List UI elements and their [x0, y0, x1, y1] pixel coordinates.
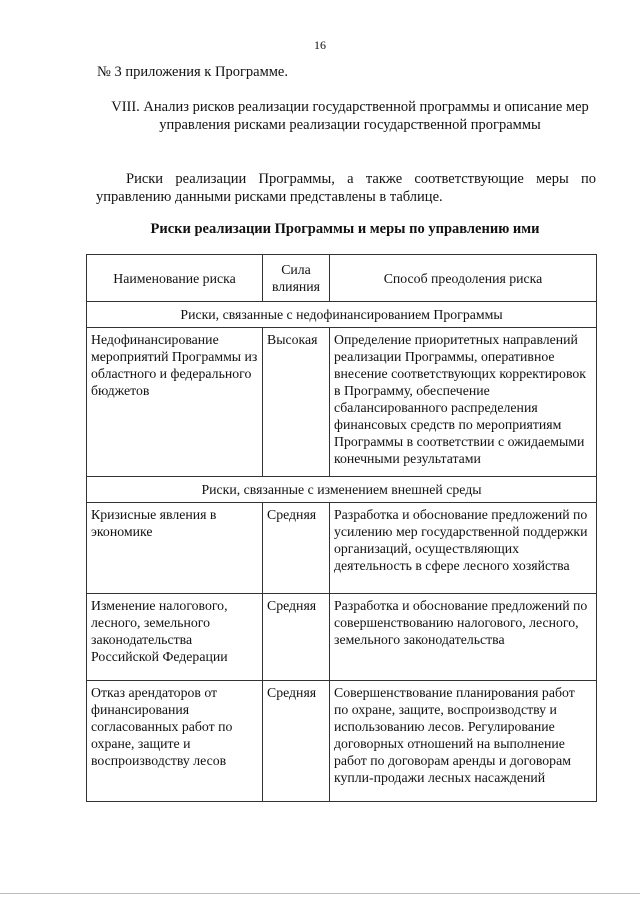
mitigation-method-cell: Разработка и обоснование предложений по усилению мер государственной поддержки организаций, осуществляющих деятельность в сфере лесного хозяйства — [330, 503, 597, 594]
impact-level-cell: Средняя — [263, 503, 330, 594]
header-impact-level: Сила влияния — [263, 255, 330, 302]
page-number: 16 — [314, 38, 326, 52]
section-heading: VIII. Анализ рисков реализации государственной программы и описание мер управления рисками реализации государственной программы — [111, 99, 589, 133]
table-row — [87, 594, 597, 681]
mitigation-method-cell: Разработка и обоснование предложений по совершенствованию налогового, лесного, земельного законодательства — [330, 594, 597, 681]
mitigation-method-cell: Совершенствование планирования работ по охране, защите, воспроизводству и использованию лесов. Регулирование договорных отношений на выполнение работ по договорам аренды и договорам купли-продажи лесных насаждений — [330, 681, 597, 802]
risk-name-cell: Отказ арендаторов от финансирования согласованных работ по охране, защите и воспроизводству лесов — [87, 681, 263, 802]
risk-table — [86, 254, 597, 802]
impact-level-cell: Средняя — [263, 681, 330, 802]
page-bottom-edge — [0, 893, 640, 894]
intro-line: № 3 приложения к Программе. — [97, 64, 288, 80]
body-paragraph: Риски реализации Программы, а также соответствующие меры по управлению данными рисками представлены в таблице. — [96, 171, 596, 205]
risk-name-cell: Недофинансирование мероприятий Программы из областного и федерального бюджетов — [87, 328, 263, 477]
table-row — [87, 328, 597, 477]
table-row — [87, 681, 597, 802]
impact-level-cell: Высокая — [263, 328, 330, 477]
group-header-row — [87, 477, 597, 503]
table-header-row — [87, 255, 597, 302]
table-row — [87, 503, 597, 594]
header-mitigation-method: Способ преодоления риска — [330, 255, 597, 302]
table-title: Риски реализации Программы и меры по управлению ими — [150, 221, 540, 237]
risk-name-cell: Изменение налогового, лесного, земельного законодательства Российской Федерации — [87, 594, 263, 681]
group-header-row — [87, 302, 597, 328]
risk-table-body — [87, 302, 597, 802]
risk-group-title: Риски, связанные с изменением внешней среды — [87, 477, 597, 503]
header-risk-name: Наименование риска — [87, 255, 263, 302]
risk-name-cell: Кризисные явления в экономике — [87, 503, 263, 594]
impact-level-cell: Средняя — [263, 594, 330, 681]
mitigation-method-cell: Определение приоритетных направлений реализации Программы, оперативное внесение соответствующих корректировок в Программу, обеспечение сбалансированного распределения финансовых средств по мероприятиям Программы в соответствии с ожидаемыми конечными результатами — [330, 328, 597, 477]
risk-group-title: Риски, связанные с недофинансированием Программы — [87, 302, 597, 328]
